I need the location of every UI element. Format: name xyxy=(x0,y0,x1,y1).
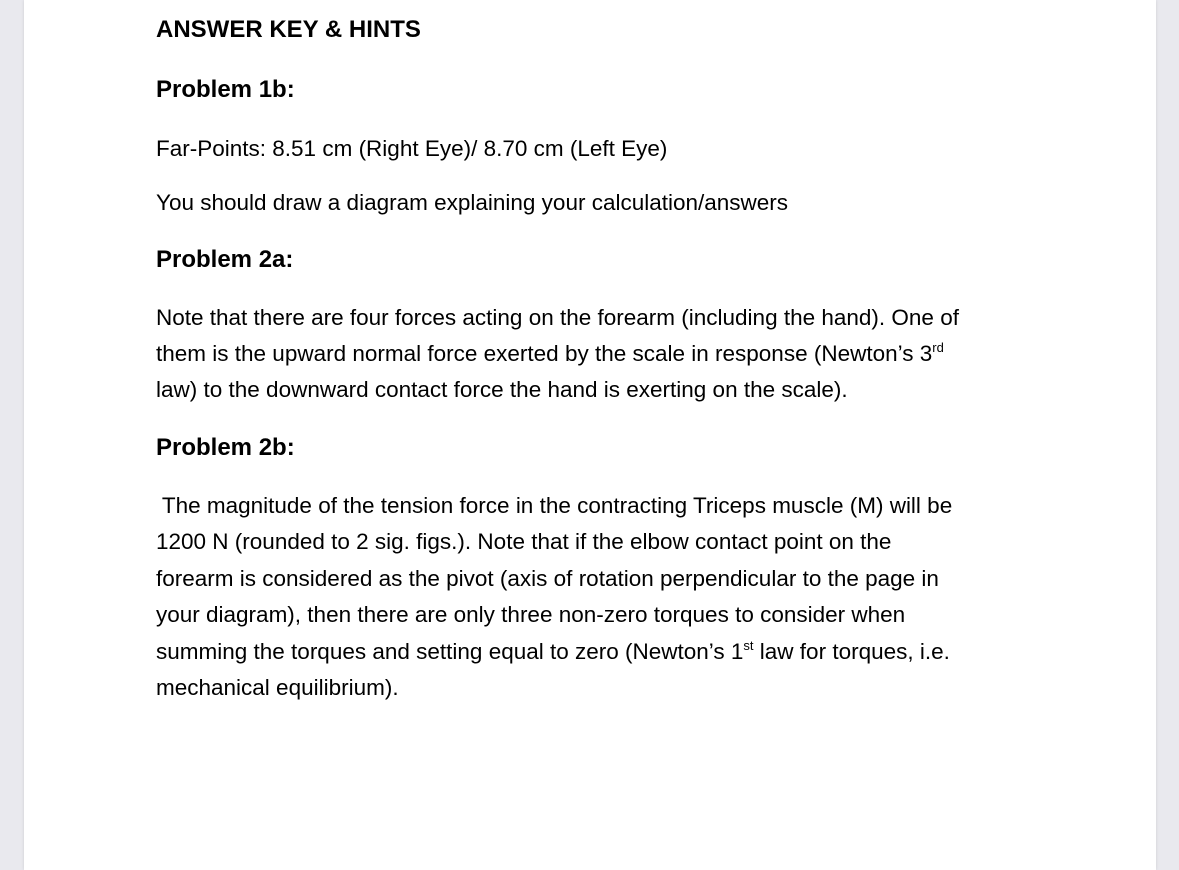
document-title: ANSWER KEY & HINTS xyxy=(156,16,421,43)
problem-2b-line-1: The magnitude of the tension force in the contracting Triceps muscle (M) will be xyxy=(156,493,953,518)
problem-2b-heading: Problem 2b: xyxy=(156,434,295,461)
problem-2b-line-5-tail: law for torques, i.e. xyxy=(753,639,950,664)
problem-2b-line-2: 1200 N (rounded to 2 sig. figs.). Note that if the elbow contact point on the xyxy=(156,529,892,554)
superscript-st: st xyxy=(743,638,754,653)
document-page xyxy=(24,0,1156,870)
problem-2a-heading: Problem 2a: xyxy=(156,246,294,273)
problem-2a-line-2-text: them is the upward normal force exerted by the scale in response (Newton’s 3 xyxy=(156,341,933,366)
problem-2b-line-5-text: summing the torques and setting equal to zero (Newton’s 1 xyxy=(156,639,744,664)
problem-2a-line-3: law) to the downward contact force the hand is exerting on the scale). xyxy=(156,377,848,402)
problem-1b-hint: You should draw a diagram explaining your calculation/answers xyxy=(156,190,789,215)
problem-2a-line-2 xyxy=(156,336,944,373)
problem-1b-far-points: Far-Points: 8.51 cm (Right Eye)/ 8.70 cm (Left Eye) xyxy=(156,136,668,161)
problem-2b-line-6: mechanical equilibrium). xyxy=(156,675,399,700)
problem-2a-line-1: Note that there are four forces acting on the forearm (including the hand). One of xyxy=(156,305,959,330)
problem-1b-heading: Problem 1b: xyxy=(156,76,295,103)
problem-2b-line-5 xyxy=(156,634,950,671)
problem-2b-line-3: forearm is considered as the pivot (axis of rotation perpendicular to the page in xyxy=(156,566,939,591)
superscript-rd: rd xyxy=(932,340,944,355)
problem-2b-line-4: your diagram), then there are only three non-zero torques to consider when xyxy=(156,602,906,627)
